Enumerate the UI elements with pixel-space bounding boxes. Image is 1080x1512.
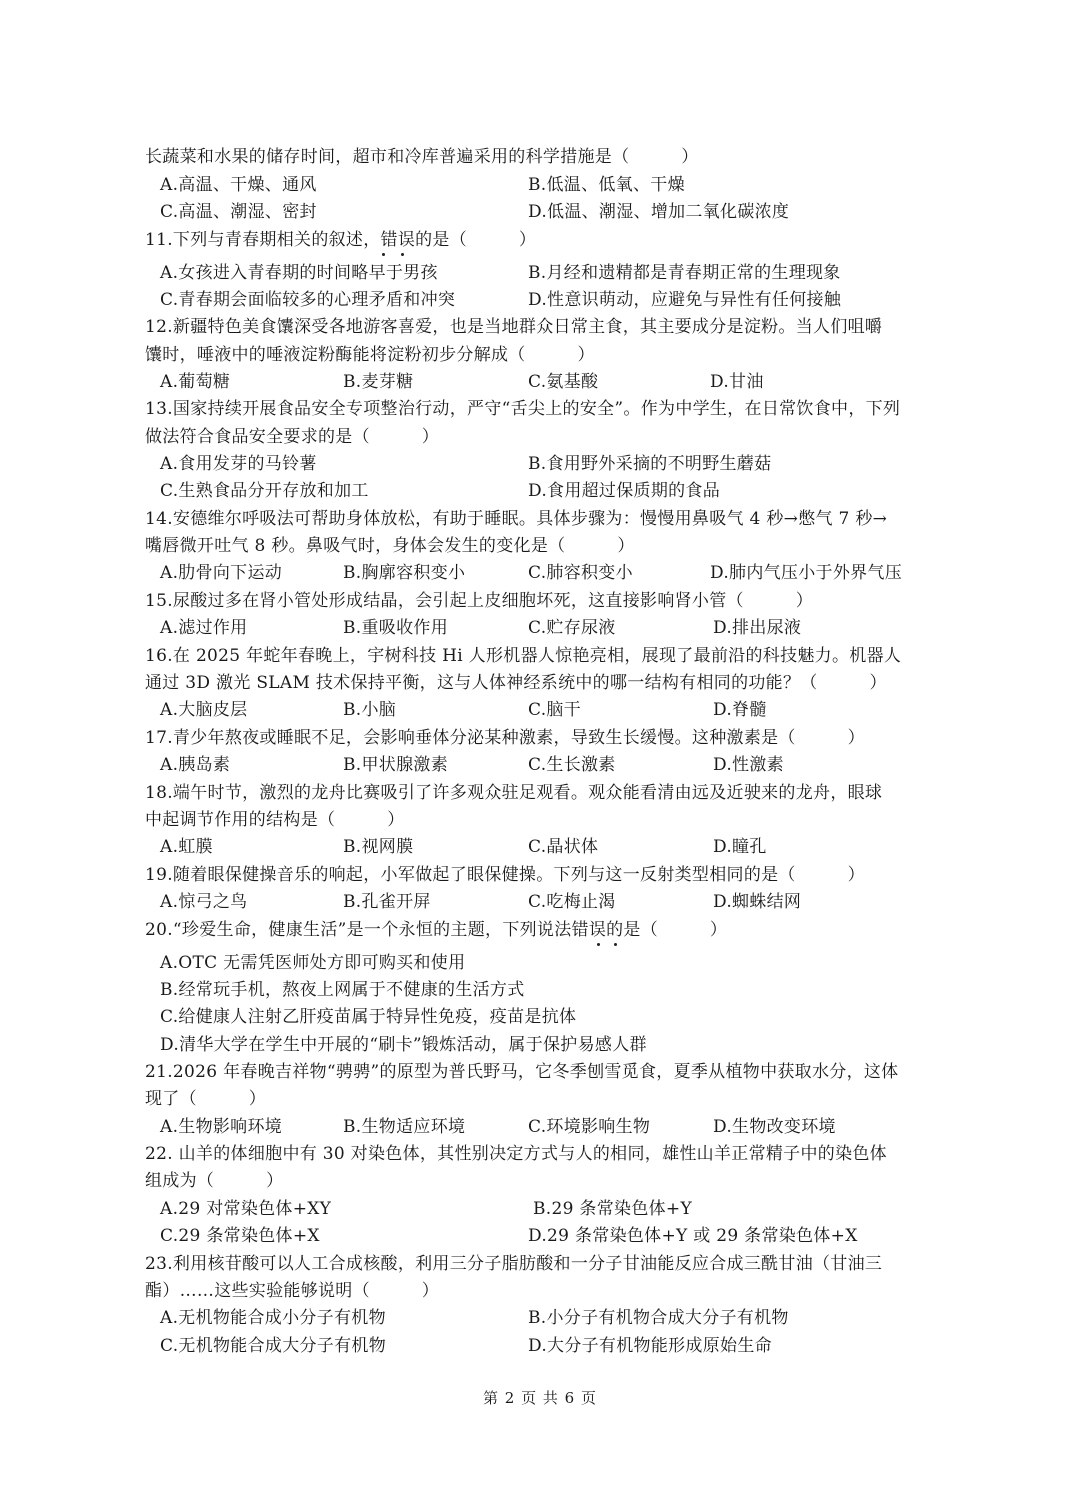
q15-option-c: C.贮存尿液 xyxy=(528,618,616,638)
q18-option-a: A.虹膜 xyxy=(160,837,213,857)
q11-option-c: C.青春期会面临较多的心理矛盾和冲突 xyxy=(160,290,456,310)
q14-option-d: D.肺内气压小于外界气压 xyxy=(710,563,903,583)
q11-option-b: B.月经和遗精都是青春期正常的生理现象 xyxy=(528,263,841,283)
q17-option-b: B.甲状腺激素 xyxy=(343,755,448,775)
q16-option-c: C.脑干 xyxy=(528,700,582,720)
q23-option-d: D.大分子有机物能形成原始生命 xyxy=(528,1336,772,1356)
q18-option-b: B.视网膜 xyxy=(343,837,414,857)
q14-stem-line2: 嘴唇微开吐气 8 秒。鼻吸气时，身体会发生的变化是（ ） xyxy=(145,536,635,556)
q13-stem-line1: 13.国家持续开展食品安全专项整治行动，严守“舌尖上的安全”。作为中学生，在日常饮食中，下列 xyxy=(145,399,901,419)
q12-option-d: D.甘油 xyxy=(710,372,764,392)
q14-option-a: A.肋骨向下运动 xyxy=(160,563,283,583)
q12-option-c: C.氨基酸 xyxy=(528,372,599,392)
q21-stem-line2: 现了（ ） xyxy=(145,1089,267,1109)
q23-stem-line2: 酯）……这些实验能够说明（ ） xyxy=(145,1281,440,1301)
q21-option-c: C.环境影响生物 xyxy=(528,1117,651,1137)
emphasis-dot xyxy=(382,253,385,256)
q15-option-a: A.滤过作用 xyxy=(160,618,248,638)
q16-stem-line1: 16.在 2025 年蛇年春晚上，宇树科技 Hi 人形机器人惊艳亮相，展现了最前沿的科技魅力。机器人 xyxy=(145,646,902,666)
emphasis-dot xyxy=(401,253,404,256)
q17-stem: 17.青少年熬夜或睡眠不足，会影响垂体分泌某种激素，导致生长缓慢。这种激素是（ ） xyxy=(145,728,865,748)
q12-stem-line2: 馕时，唾液中的唾液淀粉酶能将淀粉初步分解成（ ） xyxy=(145,345,595,365)
q20-stem: 20.“珍爱生命，健康生活”是一个永恒的主题，下列说法错误的是（ ） xyxy=(145,920,728,940)
q21-option-b: B.生物适应环境 xyxy=(343,1117,466,1137)
q16-option-a: A.大脑皮层 xyxy=(160,700,248,720)
q15-option-d: D.排出尿液 xyxy=(713,618,802,638)
q19-stem: 19.随着眼保健操音乐的响起，小军做起了眼保健操。下列与这一反射类型相同的是（ ） xyxy=(145,865,865,885)
q10-option-c: C.高温、潮湿、密封 xyxy=(160,202,317,222)
q19-option-c: C.吃梅止渴 xyxy=(528,892,616,912)
q10-option-b: B.低温、低氧、干燥 xyxy=(528,175,685,195)
q23-stem-line1: 23.利用核苷酸可以人工合成核酸，利用三分子脂肪酸和一分子甘油能反应合成三酰甘油（甘油三 xyxy=(145,1254,883,1274)
q21-option-d: D.生物改变环境 xyxy=(713,1117,836,1137)
q20-option-a: A.OTC 无需凭医师处方即可购买和使用 xyxy=(160,953,466,973)
q22-option-a: A.29 对常染色体+XY xyxy=(160,1199,332,1219)
q11-stem: 11.下列与青春期相关的叙述，错误的是（ ） xyxy=(145,230,537,250)
q16-stem-line2: 通过 3D 激光 SLAM 技术保持平衡，这与人体神经系统中的哪一结构有相同的功能？（ ） xyxy=(145,673,887,693)
q13-stem-line2: 做法符合食品安全要求的是（ ） xyxy=(145,427,440,447)
q21-option-a: A.生物影响环境 xyxy=(160,1117,283,1137)
emphasis-dot xyxy=(597,943,600,946)
q22-option-d: D.29 条常染色体+Y 或 29 条常染色体+X xyxy=(528,1226,858,1246)
q19-option-b: B.孔雀开屏 xyxy=(343,892,431,912)
q22-option-b: B.29 条常染色体+Y xyxy=(533,1199,692,1219)
q12-stem-line1: 12.新疆特色美食馕深受各地游客喜爱，也是当地群众日常主食，其主要成分是淀粉。当人们咀嚼 xyxy=(145,317,883,337)
q13-option-c: C.生熟食品分开存放和加工 xyxy=(160,481,369,501)
q11-option-d: D.性意识萌动，应避免与异性有任何接触 xyxy=(528,290,842,310)
q16-option-d: D.脊髓 xyxy=(713,700,767,720)
q10-stem: 长蔬菜和水果的储存时间，超市和冷库普遍采用的科学措施是（ ） xyxy=(145,147,699,167)
q13-option-b: B.食用野外采摘的不明野生蘑菇 xyxy=(528,454,772,474)
emphasis-dot xyxy=(614,943,617,946)
q14-option-b: B.胸廓容积变小 xyxy=(343,563,466,583)
q12-option-b: B.麦芽糖 xyxy=(343,372,414,392)
q17-option-c: C.生长激素 xyxy=(528,755,616,775)
q10-option-a: A.高温、干燥、通风 xyxy=(160,175,317,195)
q15-stem: 15.尿酸过多在肾小管处形成结晶，会引起上皮细胞坏死，这直接影响肾小管（ ） xyxy=(145,591,814,611)
q12-option-a: A.葡萄糖 xyxy=(160,372,231,392)
q20-option-d: D.清华大学在学生中开展的“刷卡”锻炼活动，属于保护易感人群 xyxy=(160,1035,647,1055)
q15-option-b: B.重吸收作用 xyxy=(343,618,448,638)
q22-stem-line2: 组成为（ ） xyxy=(145,1171,284,1191)
q14-stem-line1: 14.安德维尔呼吸法可帮助身体放松，有助于睡眠。具体步骤为：慢慢用鼻吸气 4 秒→憋气 7 秒→ xyxy=(145,509,888,529)
q18-option-c: C.晶状体 xyxy=(528,837,599,857)
q23-option-a: A.无机物能合成小分子有机物 xyxy=(160,1308,386,1328)
q13-option-a: A.食用发芽的马铃薯 xyxy=(160,454,317,474)
q20-option-c: C.给健康人注射乙肝疫苗属于特异性免疫，疫苗是抗体 xyxy=(160,1007,577,1027)
q19-option-a: A.惊弓之鸟 xyxy=(160,892,248,912)
q23-option-c: C.无机物能合成大分子有机物 xyxy=(160,1336,387,1356)
q16-option-b: B.小脑 xyxy=(343,700,397,720)
q11-option-a: A.女孩进入青春期的时间略早于男孩 xyxy=(160,263,438,283)
q20-option-b: B.经常玩手机，熬夜上网属于不健康的生活方式 xyxy=(160,980,525,1000)
q13-option-d: D.食用超过保质期的食品 xyxy=(528,481,721,501)
q18-stem-line2: 中起调节作用的结构是（ ） xyxy=(145,810,405,830)
q17-option-d: D.性激素 xyxy=(713,755,784,775)
q21-stem-line1: 21.2026 年春晚吉祥物“骋骋”的原型为普氏野马，它冬季刨雪觅食，夏季从植物中获取水分，这体 xyxy=(145,1062,899,1082)
page-footer: 第 2 页 共 6 页 xyxy=(483,1389,597,1407)
q22-option-c: C.29 条常染色体+X xyxy=(160,1226,320,1246)
q18-stem-line1: 18.端午时节，激烈的龙舟比赛吸引了许多观众驻足观看。观众能看清由远及近驶来的龙舟，眼球 xyxy=(145,783,883,803)
q18-option-d: D.瞳孔 xyxy=(713,837,767,857)
q17-option-a: A.胰岛素 xyxy=(160,755,231,775)
q23-option-b: B.小分子有机物合成大分子有机物 xyxy=(528,1308,789,1328)
q10-option-d: D.低温、潮湿、增加二氧化碳浓度 xyxy=(528,202,790,222)
q19-option-d: D.蜘蛛结网 xyxy=(713,892,802,912)
q14-option-c: C.肺容积变小 xyxy=(528,563,633,583)
q22-stem-line1: 22. 山羊的体细胞中有 30 对染色体，其性别决定方式与人的相同，雄性山羊正常精子中的染色体 xyxy=(145,1144,887,1164)
